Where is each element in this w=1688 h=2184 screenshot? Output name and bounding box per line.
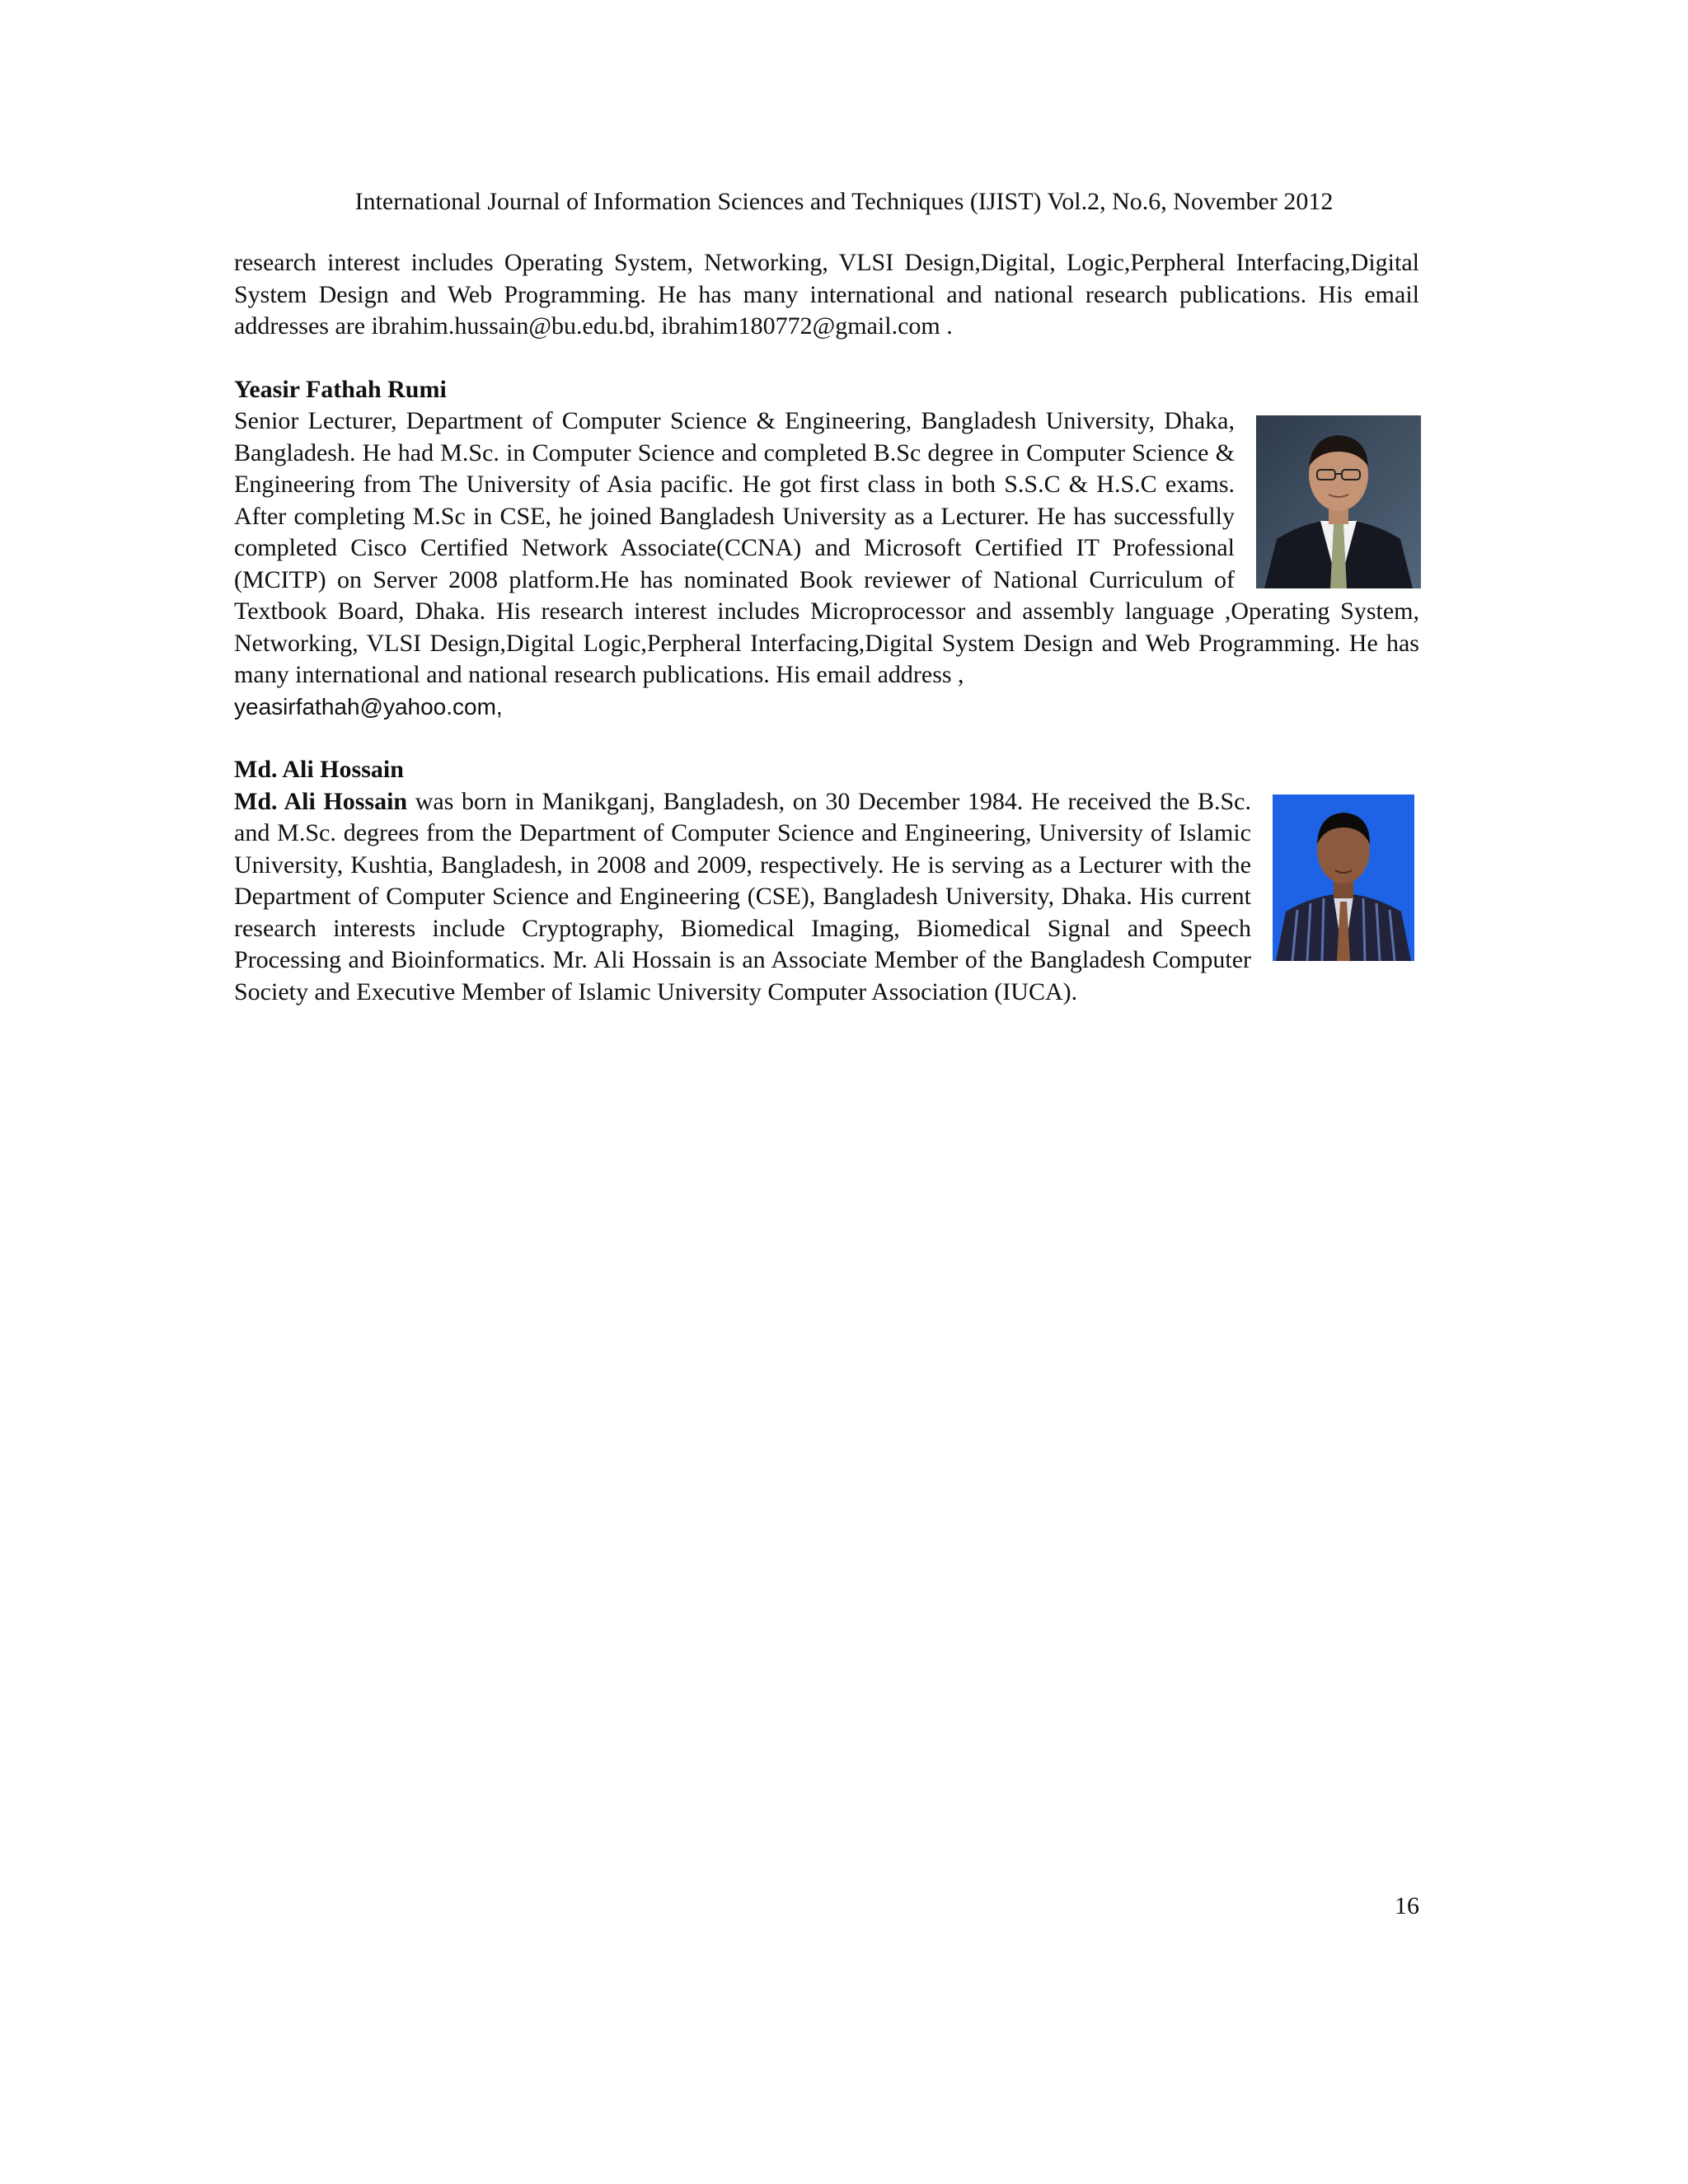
page-number: 16 xyxy=(1395,1892,1419,1919)
bio-body-hossain: was born in Manikganj, Bangladesh, on 30 December 1984. He received the B.Sc. and M.Sc. degrees from the Department of Computer Science and Engineering, University of Islamic University, Kushtia, Bangladesh, in 2008 and 2009, respectively. He is serving as a Lecturer with the Department of Computer Science and Engineering (CSE), Bangladesh University, Dhaka. His current research interests include Cryptography, Biomedical Imaging, Biomedical Signal and Speech Processing and Bioinformatics. Mr. Ali Hossain is an Associate Member of the Bangladesh Computer Society and Executive Member of Islamic University Computer Association (IUCA). xyxy=(234,787,1252,1005)
bio-text-rumi xyxy=(234,405,1419,723)
portrait-hossain-image xyxy=(1273,794,1414,961)
bio-name-rumi: Yeasir Fathah Rumi xyxy=(234,375,447,403)
author-photo-hossain xyxy=(1273,794,1414,961)
bio-body-rumi: Senior Lecturer, Department of Computer Science & Engineering, Bangladesh University, Dhaka, Bangladesh. He had M.Sc. in Computer Science and completed B.Sc degree in Computer Science & Engineering from The University of Asia pacific. He got first class in both S.S.C & H.S.C exams. After completing M.Sc in CSE, he joined Bangladesh University as a Lecturer. He has successfully completed Cisco Certified Network Associate(CCNA) and Microsoft Certified IT Professional (MCITP) on Server 2008 platform.He has nominated Book reviewer of National Curriculum of Textbook Board, Dhaka. His research interest includes Microprocessor and assembly language ,Operating System, Networking, VLSI Design,Digital Logic,Perpheral Interfacing,Digital System Design and Web Programming. He has many international and national research publications. His email address , xyxy=(234,407,1419,688)
intro-paragraph: research interest includes Operating System, Networking, VLSI Design,Digital, Logic,Perpheral Interfacing,Digital System Design and Web Programming. He has many international and national research publications. His email addresses are ibrahim.hussain@bu.edu.bd, ibrahim180772@gmail.com . xyxy=(234,249,1419,340)
bio-email-rumi: yeasirfathah@yahoo.com, xyxy=(234,693,503,719)
bio-hossain xyxy=(234,754,1419,1008)
bio-name-hossain: Md. Ali Hossain xyxy=(234,756,404,783)
page-content xyxy=(234,247,1419,1008)
bio-text-hossain xyxy=(234,786,1419,1009)
portrait-rumi-image xyxy=(1256,415,1421,588)
running-header: International Journal of Information Sciences and Techniques (IJIST) Vol.2, No.6, November 2012 xyxy=(354,188,1334,215)
bio-lead-hossain: Md. Ali Hossain xyxy=(234,787,408,815)
author-photo-rumi xyxy=(1256,415,1421,588)
bio-rumi xyxy=(234,374,1419,724)
